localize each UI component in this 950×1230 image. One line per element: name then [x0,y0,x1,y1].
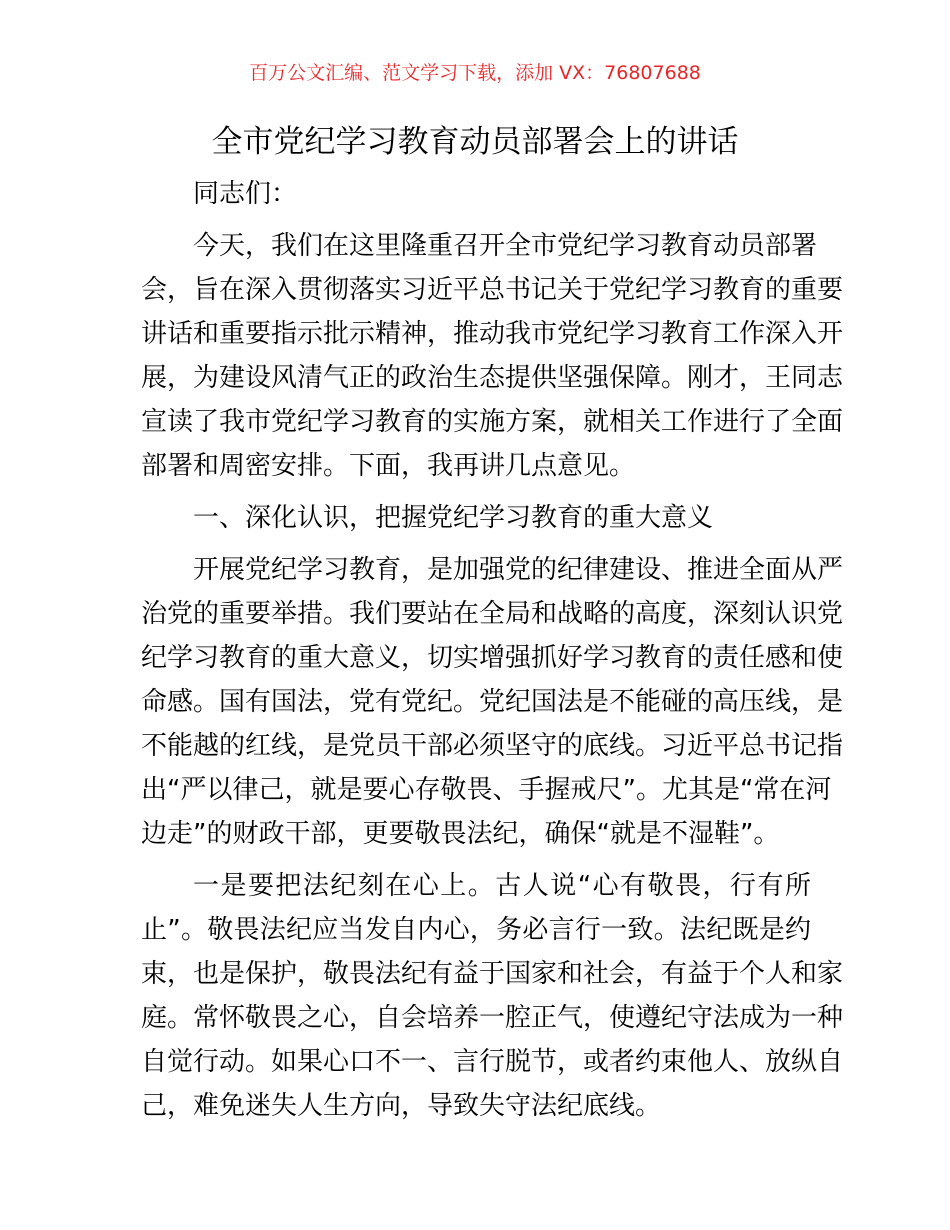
watermark-banner: 百万公文汇编、范文学习下载，添加 VX：76807688 [249,62,701,84]
text-line: 不能越的红线，是党员干部必须坚守的底线。习近平总书记指 [141,731,844,761]
text-line: 自觉行动。如果心口不一、言行脱节，或者约束他人、放纵自 [141,1047,844,1077]
text-line: 命感。国有国法，党有党纪。党纪国法是不能碰的高压线，是 [141,687,844,717]
section-heading [141,496,811,540]
text-line: 讲话和重要指示批示精神，推动我市党纪学习教育工作深入开 [141,319,844,349]
text-line: 止”。敬畏法纪应当发自内心，务必言行一致。法纪既是约 [141,915,811,945]
text-line: 会，旨在深入贯彻落实习近平总书记关于党纪学习教育的重要 [141,275,844,305]
paragraph [141,548,844,856]
text-line: 治党的重要举措。我们要站在全局和战略的高度，深刻认识党 [141,599,844,629]
text-line: 边走”的财政干部，更要敬畏法纪，确保“就是不湿鞋”。 [141,819,780,849]
text-line: 展，为建设风清气正的政治生态提供坚强保障。刚才，王同志 [141,363,844,393]
salutation-text: 同志们： [193,179,298,209]
document-body [141,172,844,1136]
text-line: 出“严以律己，就是要心存敬畏、手握戒尺”。尤其是“常在河 [141,775,832,805]
text-line: 纪学习教育的重大意义，切实增强抓好学习教育的责任感和使 [141,643,844,673]
document-title: 全市党纪学习教育动员部署会上的讲话 [211,124,739,160]
text-line: 一、深化认识，把握党纪学习教育的重大意义 [193,503,714,533]
text-line: 今天，我们在这里隆重召开全市党纪学习教育动员部署 [193,231,818,261]
text-line: 束，也是保护，敬畏法纪有益于国家和社会，有益于个人和家 [141,959,844,989]
text-line: 开展党纪学习教育，是加强党的纪律建设、推进全面从严 [193,555,844,585]
text-line: 一是要把法纪刻在心上。古人说“心有敬畏，行有所 [193,871,811,901]
text-line: 部署和周密安排。下面，我再讲几点意见。 [141,451,636,481]
text-line: 庭。常怀敬畏之心，自会培养一腔正气，使遵纪守法成为一种 [141,1003,844,1033]
salutation [141,172,811,216]
text-line: 己，难免迷失人生方向，导致失守法纪底线。 [141,1091,662,1121]
text-line: 宣读了我市党纪学习教育的实施方案，就相关工作进行了全面 [141,407,844,437]
paragraph [141,864,844,1128]
paragraph [141,224,844,488]
